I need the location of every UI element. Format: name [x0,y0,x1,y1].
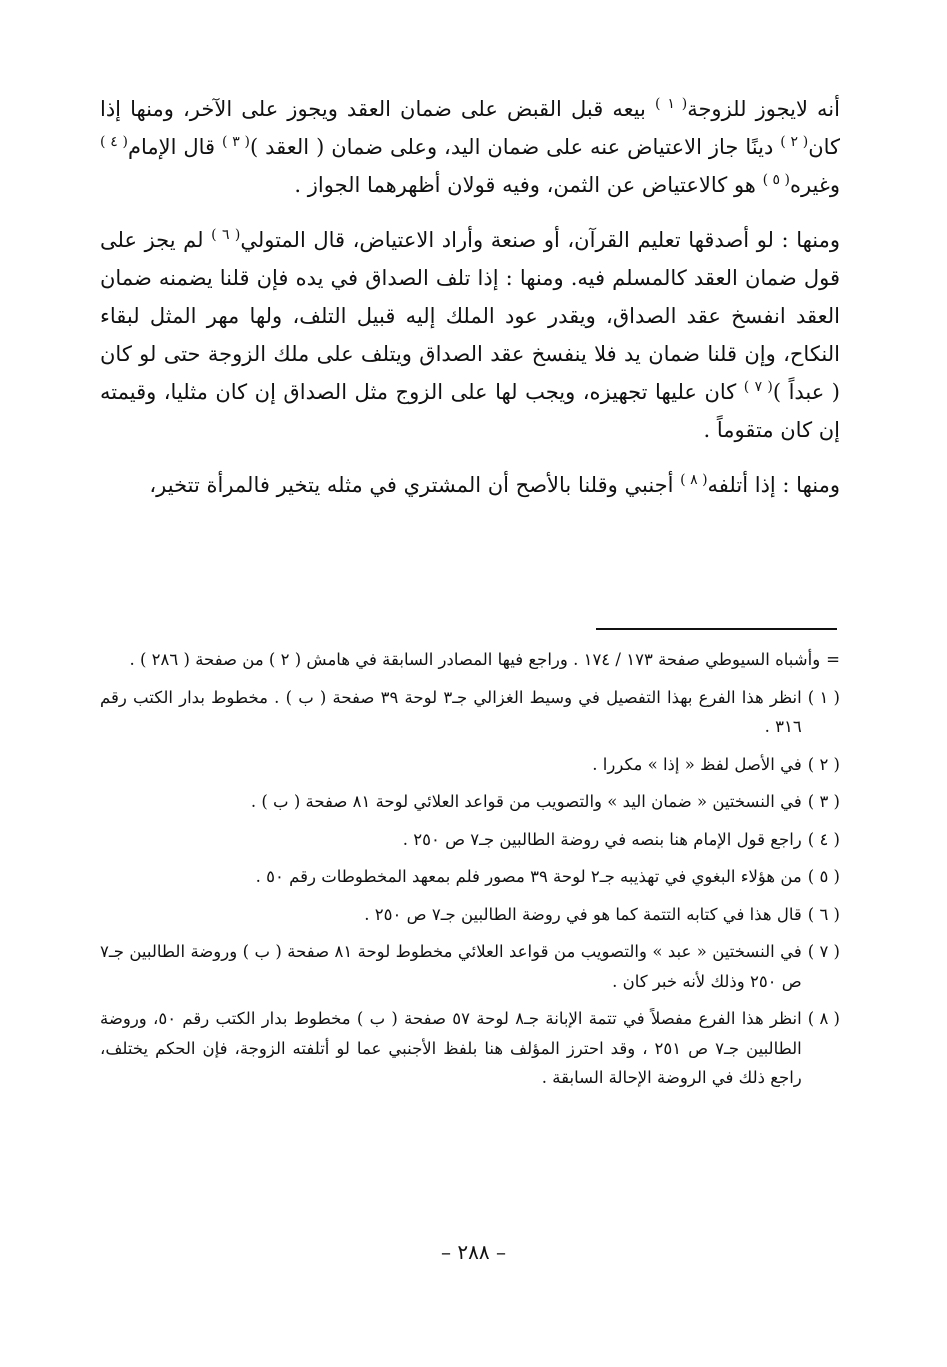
footnote-reference: ( ٦ ) [211,227,241,243]
footnotes [100,645,840,1101]
footnote-marker: = [826,650,840,669]
footnote-reference: ( ٣ ) [222,134,250,150]
page-number: – ٢٨٨ – [441,1240,506,1264]
text-run: أنه لايجوز للزوجة [687,97,840,121]
footnote-marker: ( ٧ ) [807,942,840,961]
paragraph-1 [100,90,840,204]
footnote-text: في الأصل لفظ « إذا » مكررا . [592,754,802,774]
footnote-reference: ( ٧ ) [743,379,773,395]
footnote-separator [596,628,837,630]
footnote-4 [100,825,840,855]
text-run: قال الإمام [127,135,223,159]
footnote-marker: ( ٦ ) [807,904,840,924]
footnote-text: في النسختين « عبد » والتصويب من قواعد العلائي مخطوط لوحة ٨١ صفحة ( ب ) وروضة الطالبين جـ٧ ص ٢٥٠ وذلك لأنه خبر كان . [100,942,802,991]
main-text [100,90,840,504]
footnote-continued [100,645,840,675]
footnote-reference: ( ٢ ) [780,134,809,150]
text-run: وغيره [789,173,840,197]
text-run: لم يجز على قول ضمان العقد كالمسلم فيه. ومنها : إذا تلف الصداق في يده فإن قلنا يضمنه ضمان العقد انفسخ عقد الصداق، ويقدر عود الملك إليه قبيل التلف، ولها مهر المثل لبقاء النكاح، وإن قلنا ضمان يد فلا ينفسخ عقد الصداق ويتلف على ملك الزوجة حتى لو كان ( عبداً ) [100,228,840,404]
paragraph-3 [100,466,840,504]
footnote-text: راجع قول الإمام هنا بنصه في روضة الطالبين جـ٧ ص ٢٥٠ . [402,829,802,849]
footnote-reference: ( ٤ ) [100,134,128,150]
footnote-marker: ( ٨ ) [807,1009,840,1028]
footnote-text: في النسختين « ضمان اليد » والتصويب من قواعد العلائي لوحة ٨١ صفحة ( ب ) . [250,792,802,811]
footnote-marker: ( ٣ ) [807,792,840,811]
footnote-marker: ( ٢ ) [807,754,840,774]
text-run: دينًا جاز الاعتياض عنه على ضمان اليد، وعلى ضمان ( العقد ) [249,135,781,159]
text-run: بيعه قبل القبض على ضمان العقد ويجوز على الآخر، ومنها إذا كان [100,97,841,159]
text-run: أجنبي وقلنا بالأصح أن المشتري في مثله يتخير فالمرأة تتخير، [149,473,681,497]
footnote-5 [100,862,840,892]
footnote-marker: ( ٤ ) [807,829,840,849]
footnote-text: وأشباه السيوطي صفحة ١٧٣ / ١٧٤ . وراجع فيها المصادر السابقة في هامش ( ٢ ) من صفحة ( ٢٨٦ ) . [129,650,821,669]
footnote-reference: ( ١ ) [655,96,688,112]
text-run: ومنها : إذا أتلفه [707,473,840,497]
footnote-reference: ( ٨ ) [680,472,708,488]
footnote-1 [100,683,840,742]
footnote-text: انظر هذا الفرع مفصلاً في تتمة الإبانة جـ٨ لوحة ٥٧ صفحة ( ب ) مخطوط بدار الكتب رقم ٥٠، وروضة الطالبين جـ٧ ص ٢٥١ ، وقد احترز المؤلف هنا بلفظ الأجنبي عما لو أتلفته الزوجة، فإن الحكم يختلف، راجع ذلك في الروضة الإحالة السابقة . [100,1009,802,1087]
text-run: كان عليها تجهيزه، ويجب لها على الزوج مثل الصداق إن كان مثليا، وقيمته إن كان متقوماً . [100,380,840,442]
footnote-text: قال هذا في كتابه التتمة كما هو في روضة الطالبين جـ٧ ص ٢٥٠ . [364,904,802,924]
footnote-3 [100,787,840,817]
footnote-marker: ( ١ ) [807,687,840,707]
footnote-text: انظر هذا الفرع بهذا التفصيل في وسيط الغزالي جـ٣ لوحة ٣٩ صفحة ( ب ) . مخطوط بدار الكتب رقم ٣١٦ . [100,687,802,736]
footnote-8 [100,1004,840,1093]
footnote-text: من هؤلاء البغوي في تهذيبه جـ٢ لوحة ٣٩ مصور فلم بمعهد المخطوطات رقم ٥٠ . [255,867,802,886]
footnote-reference: ( ٥ ) [762,172,790,188]
text-run: هو كالاعتياض عن الثمن، وفيه قولان أظهرهما الجواز . [294,173,763,197]
footnote-7 [100,937,840,996]
text-run: ومنها : لو أصدقها تعليم القرآن، أو صنعة وأراد الاعتياض، قال المتولي [240,228,840,252]
paragraph-2 [100,221,840,449]
footnote-marker: ( ٥ ) [807,867,840,886]
footnote-2 [100,750,840,780]
footnote-6 [100,900,840,930]
